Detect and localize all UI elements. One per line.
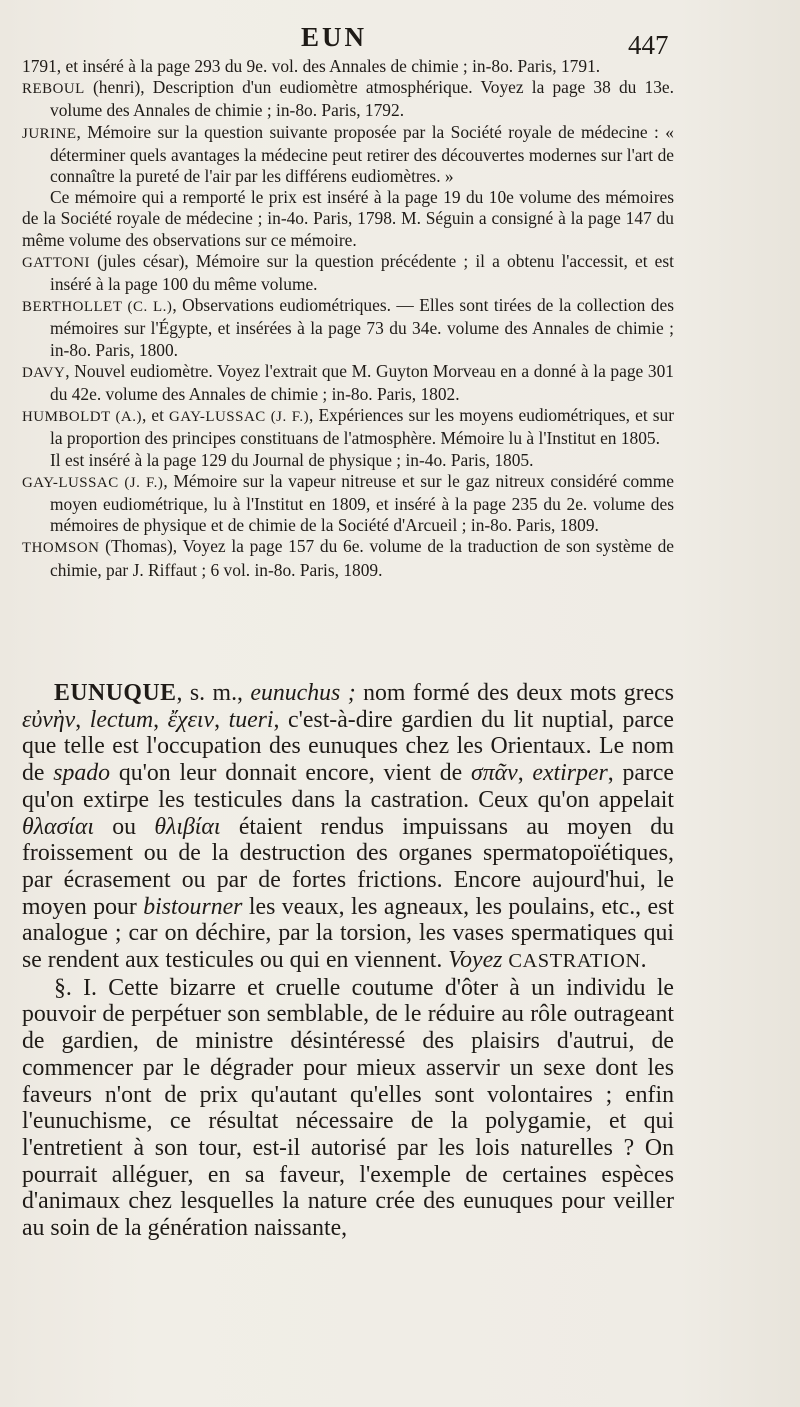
bibliography-entry: REBOUL (henri), Description d'un eudiomètre atmosphérique. Voyez la page 38 du 13e. volume des Annales de chimie ; in-8o. Paris, 1792. [22, 77, 674, 121]
greek-word: θλασίαι [22, 813, 94, 840]
article-paragraph: EUNUQUE, s. m., eunuchus ; nom formé des deux mots grecs εὐνὴν, lectum, ἔχειν, tueri, c'est-à-dire gardien du lit nuptial, parce que telle est l'occupation des eunuques chez les Orientaux. Le nom de spado qu'on leur donnait encore, vient de σπᾶν, extirper, parce qu'on extirpe les testicules dans la castration. Ceux qu'on appelait θλασίαι ou θλιβίαι étaient rendus impuissans au moyen du froissement ou de la destruction des organes spermatopoïétiques, par écrasement ou par de fortes frictions. Encore aujourd'hui, le moyen pour bistourner les veaux, les agneaux, les poulains, etc., est analogue ; car on déchire, par la torsion, les vases spermatiques qui se rendent aux testicules ou qui en viennent. Voyez CASTRATION. [22, 680, 674, 974]
bibliography-entry: BERTHOLLET (C. L.), Observations eudiométriques. — Elles sont tirées de la collection des mémoires sur l'Égypte, et insérées à la page 73 du 34e. volume des Annales de chimie ; in-8o. Paris, 1800. [22, 295, 674, 360]
cross-reference: CASTRATION [508, 950, 641, 973]
page-number: 447 [628, 30, 669, 60]
entry-author: GAY-LUSSAC [22, 474, 119, 491]
page-header [0, 22, 800, 58]
article-eunuque [22, 680, 674, 1242]
entry-author: GATTONI [22, 254, 91, 271]
entry-author: JURINE [22, 125, 77, 142]
greek-word: εὐνὴν [22, 706, 76, 733]
article-paragraph: §. I. Cette bizarre et cruelle coutume d'ôter à un individu le pouvoir de perpétuer son semblable, de le réduire au rôle outrageant de gardien, de ministre désintéressé des plaisirs d'autrui, de commencer par le dégrader pour mieux asservir un sexe dont les faveurs n'ont de prix qu'autant qu'elles sont volontaires ; enfin l'eunuchisme, ce résultat nécessaire de la polygamie, et qui l'entretient à son tour, est-il autorisé par les lois naturelles ? On pourrait alléguer, en sa faveur, l'exemple de certaines espèces d'animaux chez lesquelles la nature crée des eunuques pour veiller au soin de la génération naissante, [22, 974, 674, 1242]
headword: EUNUQUE [54, 680, 177, 706]
bibliography-entry: GAY-LUSSAC (J. F.), Mémoire sur la vapeur nitreuse et sur le gaz nitreux considéré comme moyen eudiométrique, lu à l'Institut en 1809, et inséré à la page 235 du 2e. volume des mémoires de physique et de chimie de la Société d'Arcueil ; in-8o. Paris, 1809. [22, 470, 674, 536]
greek-word: ἔχειν [167, 706, 215, 733]
bibliography-section [22, 56, 674, 581]
entry-author: REBOUL [22, 81, 85, 98]
entry-author: THOMSON [22, 540, 100, 557]
entry-author: GAY-LUSSAC [169, 409, 266, 426]
bibliography-entry: JURINE, Mémoire sur la question suivante proposée par la Société royale de médecine : « déterminer quels avantages la médecine peut retirer des découvertes modernes sur l'art de connaître la pureté de l'air par les différens eudiomètres. » [22, 121, 674, 187]
bibliography-entry: GATTONI (jules césar), Mémoire sur la question précédente ; il a obtenu l'accessit, et est inséré à la page 100 du même volume. [22, 250, 674, 295]
bibliography-note: Il est inséré à la page 129 du Journal de physique ; in-4o. Paris, 1805. [50, 449, 534, 470]
bibliography-entry: 1791, et inséré à la page 293 du 9e. vol. des Annales de chimie ; in-8o. Paris, 1791. [22, 56, 601, 76]
bibliography-entry: HUMBOLDT (A.), et GAY-LUSSAC (J. F.), Expériences sur les moyens eudiométriques, et sur la proportion des principes constituans de l'atmosphère. Mémoire lu à l'Institut en 1805. [22, 405, 675, 449]
bibliography-entry: THOMSON (Thomas), Voyez la page 157 du 6e. volume de la traduction de son système de chimie, par J. Riffaut ; 6 vol. in-8o. Paris, 1809. [22, 536, 674, 580]
bibliography-note: Ce mémoire qui a remporté le prix est inséré à la page 19 du 10e volume des mémoires de la Société royale de médecine ; in-4o. Paris, 1798. M. Séguin a consigné à la page 147 du même volume des observations sur ce mémoire. [22, 187, 674, 250]
bibliography-entry: DAVY, Nouvel eudiomètre. Voyez l'extrait que M. Guyton Morveau en a donné à la page 301 du 42e. volume des Annales de chimie ; in-8o. Paris, 1802. [22, 360, 674, 405]
running-head: EUN [301, 22, 368, 52]
cross-reference-label: Voyez [448, 947, 503, 974]
entry-author: HUMBOLDT [22, 409, 111, 426]
entry-author: DAVY [22, 364, 66, 381]
entry-author: BERTHOLLET [22, 299, 123, 316]
greek-word: σπᾶν [471, 760, 518, 787]
greek-word: θλιβίαι [154, 813, 221, 840]
